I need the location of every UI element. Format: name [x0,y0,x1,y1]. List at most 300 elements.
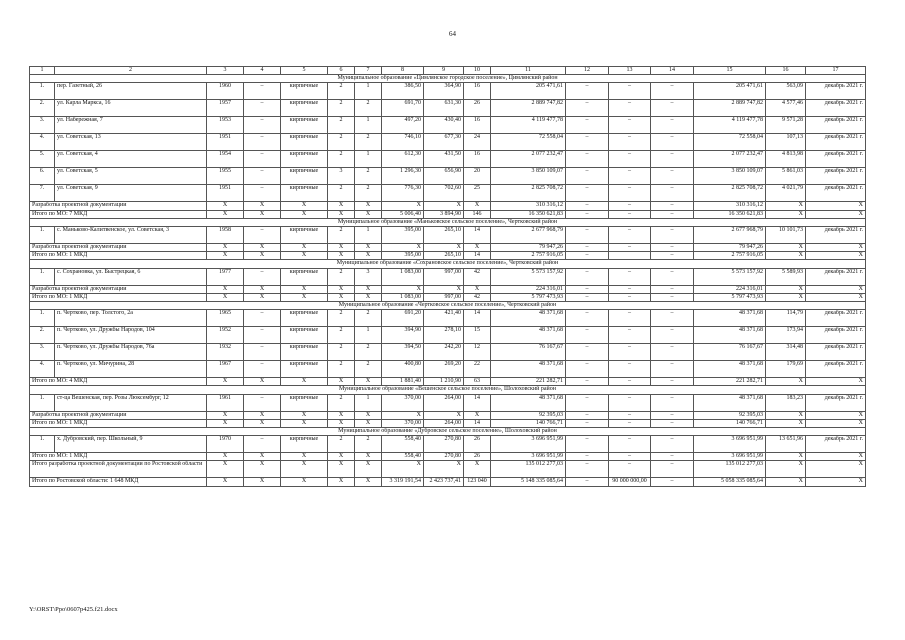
building-cell: 2 [355,185,382,202]
building-cell: 9 571,28 [766,117,806,134]
total-cell: 221 282,71 [694,378,766,386]
total-cell: X [806,411,866,419]
building-cell: – [651,227,694,244]
building-row [30,327,866,344]
column-number: 12 [566,67,609,75]
building-cell: – [609,327,651,344]
total-cell: X [328,293,355,301]
total-cell: – [609,202,651,210]
building-cell: 25 [464,185,491,202]
building-cell: 1. [30,436,55,453]
total-cell: 63 [464,378,491,386]
column-number: 14 [651,67,694,75]
building-row [30,361,866,378]
building-cell: 2 [328,83,355,100]
building-row [30,83,866,100]
building-cell: 497,20 [382,117,424,134]
building-cell: 2 825 708,72 [491,185,566,202]
building-row [30,151,866,168]
building-cell: – [609,344,651,361]
building-cell: 2 [328,344,355,361]
building-cell: 48 371,68 [694,361,766,378]
total-cell: X [464,244,491,252]
total-cell: X [424,244,464,252]
building-cell: 2. [30,100,55,117]
total-cell: – [566,378,609,386]
building-cell: – [651,310,694,327]
total-cell: X [244,210,281,218]
total-cell: X [766,210,806,218]
total-cell: X [328,378,355,386]
building-cell: – [566,227,609,244]
building-cell: – [609,436,651,453]
building-cell: 1. [30,394,55,411]
building-cell: 22 [464,361,491,378]
building-cell: 76 167,67 [491,344,566,361]
total-cell: X [244,293,281,301]
total-cell: 79 947,26 [491,244,566,252]
total-cell: 5 797 473,93 [694,293,766,301]
building-cell: – [566,327,609,344]
building-cell: 563,09 [766,83,806,100]
total-cell: X [207,478,244,486]
total-cell: – [651,210,694,218]
building-cell: 2 889 747,82 [694,100,766,117]
building-row [30,117,866,134]
total-label: Итого по Ростовской области: 1 648 МКД [30,478,207,486]
building-cell: 2 [355,436,382,453]
municipality-title: Муниципальное образование «Маньковское сельское поселение», Чертковский район [30,218,866,226]
building-cell: 1 [355,83,382,100]
total-cell: – [651,453,694,461]
building-cell: 1954 [207,151,244,168]
total-row [30,461,866,478]
building-row [30,394,866,411]
total-cell: 3 696 951,99 [694,453,766,461]
total-cell: 1 881,40 [382,378,424,386]
total-cell: – [609,378,651,386]
building-cell: 1952 [207,327,244,344]
building-cell: 3 696 951,99 [694,436,766,453]
building-cell: кирпичные [281,151,328,168]
building-cell: 2 [328,268,355,285]
building-cell: – [566,344,609,361]
building-cell: ул. Карла Маркса, 16 [55,100,207,117]
building-cell: – [244,361,281,378]
building-cell: 10 101,73 [766,227,806,244]
total-cell: 5 006,40 [382,210,424,218]
municipality-header-row [30,386,866,394]
total-cell: X [355,293,382,301]
total-cell: – [566,252,609,260]
building-cell: – [244,227,281,244]
total-cell: 265,10 [424,252,464,260]
building-cell: кирпичные [281,227,328,244]
column-number: 15 [694,67,766,75]
total-cell: X [806,461,866,478]
total-cell: 135 012 277,03 [694,461,766,478]
building-cell: кирпичные [281,83,328,100]
building-cell: 1. [30,83,55,100]
total-cell: X [424,411,464,419]
building-cell: – [566,134,609,151]
building-cell: 26 [464,100,491,117]
column-number: 10 [464,67,491,75]
building-cell: 42 [464,268,491,285]
building-cell: – [651,394,694,411]
building-cell: с. Сохрановка, ул. Быстрецкая, 6 [55,268,207,285]
column-number: 17 [806,67,866,75]
building-cell: 4. [30,361,55,378]
total-cell: 135 012 277,03 [491,461,566,478]
column-number: 9 [424,67,464,75]
building-cell: 656,90 [424,168,464,185]
total-cell: X [355,453,382,461]
total-cell: 79 947,26 [694,244,766,252]
total-cell: – [566,419,609,427]
total-cell: X [281,478,328,486]
building-cell: 400,80 [382,361,424,378]
building-cell: 314,48 [766,344,806,361]
building-cell: 4 119 477,78 [694,117,766,134]
building-cell: 5 589,93 [766,268,806,285]
total-cell: X [244,411,281,419]
total-cell: X [207,244,244,252]
total-cell: X [806,285,866,293]
total-cell: X [382,285,424,293]
total-cell: X [207,285,244,293]
total-label: Итого по МО: 1 МКД [30,419,207,427]
total-cell: 5 797 473,93 [491,293,566,301]
municipality-title: Муниципальное образование «Сохрановское сельское поселение», Чертковский район [30,260,866,268]
total-row [30,478,866,486]
building-cell: 2 [355,100,382,117]
building-cell: 2 [355,134,382,151]
total-cell: X [281,285,328,293]
total-cell: X [382,202,424,210]
building-cell: п. Чертково, ул. Дружбы Народов, 104 [55,327,207,344]
building-cell: х. Дубровский, пер. Школьный, 9 [55,436,207,453]
building-cell: – [566,436,609,453]
building-cell: декабрь 2021 г. [806,310,866,327]
building-cell: 1 083,00 [382,268,424,285]
building-cell: 2 825 708,72 [694,185,766,202]
total-label: Разработка проектной документации [30,285,207,293]
building-cell: – [609,185,651,202]
building-cell: декабрь 2021 г. [806,344,866,361]
building-cell: 1957 [207,100,244,117]
total-cell: X [207,210,244,218]
municipality-header-row [30,428,866,436]
building-cell: 558,40 [382,436,424,453]
total-cell: – [566,285,609,293]
total-cell: – [609,419,651,427]
building-cell: 1932 [207,344,244,361]
building-cell: – [244,168,281,185]
building-cell: 3 696 951,99 [491,436,566,453]
total-cell [609,252,651,260]
municipality-title: Муниципальное образование «Цимлянское городское поселение», Цимлянский район [30,75,866,83]
building-cell: – [566,83,609,100]
building-cell: 430,40 [424,117,464,134]
building-cell: – [244,394,281,411]
total-cell: X [244,285,281,293]
building-cell: – [651,344,694,361]
building-cell: 612,30 [382,151,424,168]
building-cell: ст-ца Вешенская, пер. Розы Люксембург, 12 [55,394,207,411]
building-cell: 702,60 [424,185,464,202]
total-cell: X [806,244,866,252]
building-cell: 173,94 [766,327,806,344]
building-cell: декабрь 2021 г. [806,117,866,134]
total-cell: X [382,411,424,419]
total-row [30,411,866,419]
column-number: 11 [491,67,566,75]
building-cell: 269,20 [424,361,464,378]
total-cell: X [355,461,382,478]
total-cell: – [609,453,651,461]
total-label: Разработка проектной документации [30,411,207,419]
building-cell: 26 [464,436,491,453]
building-cell: – [244,134,281,151]
total-cell: X [355,252,382,260]
total-cell: X [766,293,806,301]
building-cell: – [566,361,609,378]
total-label: Разработка проектной документации [30,202,207,210]
building-cell: 48 371,68 [491,310,566,327]
municipality-header-row [30,218,866,226]
municipality-header-row [30,260,866,268]
building-cell: 1953 [207,117,244,134]
total-cell: X [328,411,355,419]
total-cell: X [328,252,355,260]
total-cell: X [806,378,866,386]
total-cell: X [281,378,328,386]
building-cell: 4 021,79 [766,185,806,202]
building-cell: – [651,168,694,185]
total-cell: X [281,202,328,210]
building-cell: ул. Советская, 4 [55,151,207,168]
total-cell: X [464,461,491,478]
total-cell: 1 210,90 [424,378,464,386]
total-cell: X [806,202,866,210]
building-cell: 16 [464,151,491,168]
total-cell: X [355,411,382,419]
building-cell: 1. [30,227,55,244]
building-cell: 15 [464,327,491,344]
building-cell: – [651,361,694,378]
building-cell: – [566,268,609,285]
total-label: Разработка проектной документации [30,244,207,252]
total-cell: – [566,478,609,486]
file-path-footer: Y:\ORST\Ppo\0607p425.f21.docx [29,606,118,613]
total-cell: X [355,419,382,427]
building-cell: 2 077 232,47 [491,151,566,168]
column-number: 1 [30,67,55,75]
building-cell: 3. [30,117,55,134]
total-cell: X [464,285,491,293]
building-cell: 16 [464,83,491,100]
building-cell: 2 [328,100,355,117]
total-cell: X [328,244,355,252]
total-cell: – [566,210,609,218]
building-cell: 776,30 [382,185,424,202]
building-cell: 2 677 968,79 [694,227,766,244]
building-cell: 1960 [207,83,244,100]
building-cell: кирпичные [281,361,328,378]
column-number: 8 [382,67,424,75]
building-cell: 394,90 [382,327,424,344]
building-cell: 5. [30,151,55,168]
total-cell: X [424,202,464,210]
building-cell: кирпичные [281,310,328,327]
total-cell: X [806,478,866,486]
total-cell: X [244,478,281,486]
building-cell: – [609,134,651,151]
total-cell: – [566,461,609,478]
building-cell: 2. [30,327,55,344]
building-cell: декабрь 2021 г. [806,436,866,453]
building-cell: 1951 [207,134,244,151]
building-cell: 1. [30,310,55,327]
building-cell: ул. Советская, 9 [55,185,207,202]
total-cell: X [766,244,806,252]
building-row [30,310,866,327]
building-cell: 1 [355,327,382,344]
total-label: Итого по МО: 1 МКД [30,252,207,260]
total-cell: – [651,244,694,252]
building-cell: 3 [355,268,382,285]
total-cell: X [328,461,355,478]
building-cell: 2 889 747,82 [491,100,566,117]
building-cell: декабрь 2021 г. [806,394,866,411]
total-cell: – [651,285,694,293]
total-cell: X [806,419,866,427]
total-row [30,252,866,260]
building-cell: декабрь 2021 г. [806,327,866,344]
municipality-title: Муниципальное образование «Вешенское сельское поселение», Шолоховский район [30,386,866,394]
building-row [30,227,866,244]
total-cell: X [382,244,424,252]
total-cell: 146 [464,210,491,218]
building-cell: 395,00 [382,227,424,244]
building-cell: 179,69 [766,361,806,378]
building-cell: 5 573 157,92 [694,268,766,285]
total-cell: 90 000 000,00 [609,478,651,486]
building-cell: 2 [328,327,355,344]
building-cell: 2 [328,394,355,411]
building-cell: – [609,151,651,168]
total-cell: 14 [464,419,491,427]
total-cell: X [355,378,382,386]
building-cell: 48 371,68 [694,394,766,411]
total-cell: – [651,202,694,210]
building-cell: 1 [355,151,382,168]
total-cell: X [281,244,328,252]
building-cell: – [566,168,609,185]
building-cell: – [244,185,281,202]
building-cell: 48 371,68 [491,394,566,411]
building-cell: п. Чертково, ул. Дружбы Народов, 76а [55,344,207,361]
total-cell: X [207,252,244,260]
building-cell: – [651,436,694,453]
building-cell: – [609,268,651,285]
total-row [30,293,866,301]
total-row [30,210,866,218]
building-cell: – [651,100,694,117]
total-cell: 26 [464,453,491,461]
building-cell: – [244,310,281,327]
column-number: 16 [766,67,806,75]
building-cell: 2 [328,134,355,151]
building-cell: декабрь 2021 г. [806,100,866,117]
building-cell: кирпичные [281,185,328,202]
building-cell: 3 850 109,07 [694,168,766,185]
building-cell: 691,20 [382,310,424,327]
building-cell: 2 [355,344,382,361]
building-row [30,168,866,185]
total-cell: – [609,285,651,293]
total-label: Итого по МО: 7 МКД [30,210,207,218]
total-cell: X [328,202,355,210]
building-cell: – [609,394,651,411]
total-cell: 1 083,00 [382,293,424,301]
total-cell: X [207,419,244,427]
building-cell: – [651,117,694,134]
total-cell: 3 696 951,99 [491,453,566,461]
building-cell: – [609,83,651,100]
building-cell: 1970 [207,436,244,453]
total-row [30,202,866,210]
total-cell: X [382,461,424,478]
total-cell: 16 350 621,83 [694,210,766,218]
total-cell: X [355,210,382,218]
total-cell: X [207,453,244,461]
total-cell: – [651,478,694,486]
total-cell: X [766,419,806,427]
building-cell: кирпичные [281,100,328,117]
total-cell: – [566,293,609,301]
building-cell: 3. [30,344,55,361]
building-row [30,134,866,151]
building-cell: кирпичные [281,344,328,361]
building-cell: ул. Набережная, 7 [55,117,207,134]
building-cell: с. Маньково-Калитвенское, ул. Советская, 3 [55,227,207,244]
building-cell: 2 [328,117,355,134]
building-cell: кирпичные [281,394,328,411]
building-cell: – [566,151,609,168]
total-cell: X [207,411,244,419]
building-cell: 1958 [207,227,244,244]
total-cell: X [244,453,281,461]
building-cell: – [244,117,281,134]
total-cell: X [766,461,806,478]
total-cell: 395,00 [382,252,424,260]
building-cell: – [609,361,651,378]
column-number: 2 [55,67,207,75]
column-number-row [30,67,866,75]
building-cell: 205 471,61 [694,83,766,100]
total-cell: – [651,378,694,386]
building-cell: – [651,185,694,202]
building-cell: – [566,117,609,134]
building-cell: 421,40 [424,310,464,327]
building-cell: 997,00 [424,268,464,285]
building-cell: – [244,436,281,453]
total-label: Итого по МО: 1 МКД [30,293,207,301]
building-cell: ул. Советская, 13 [55,134,207,151]
building-cell: 677,30 [424,134,464,151]
